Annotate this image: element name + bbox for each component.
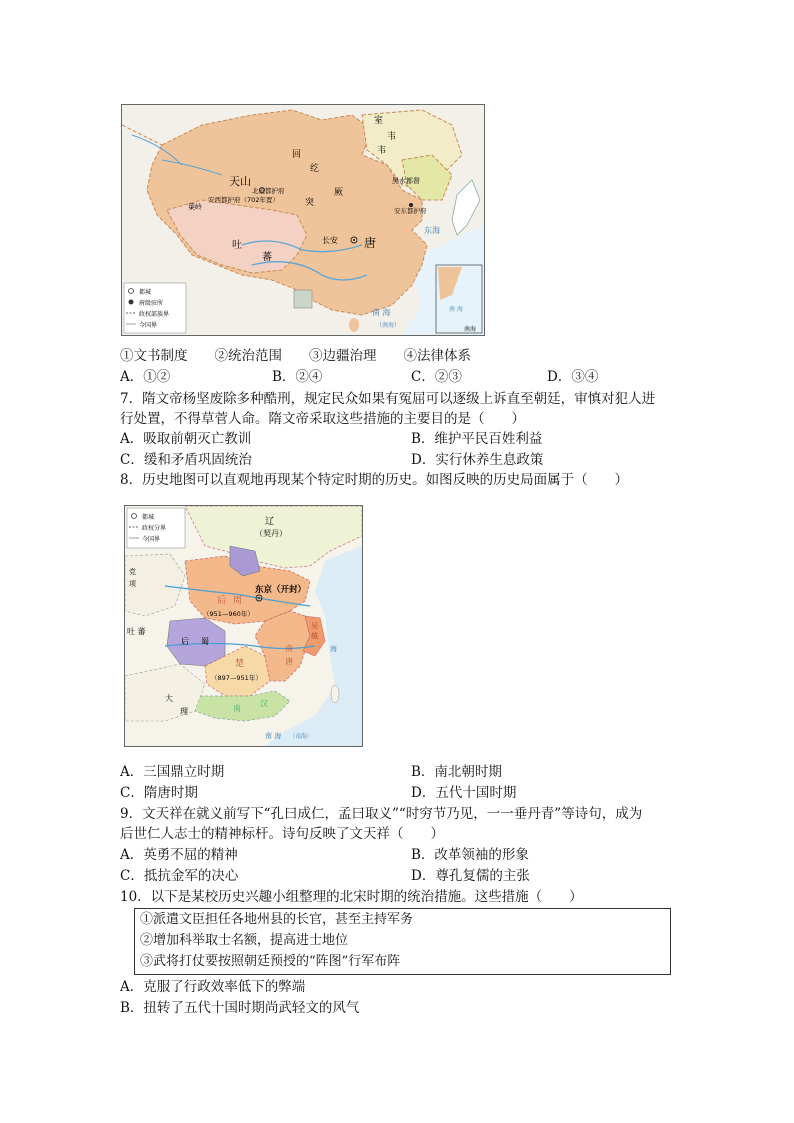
label-wei2: 韦 bbox=[377, 146, 387, 156]
q10-measure-2: ②增加科举取士名额，提高进士地位 bbox=[140, 933, 349, 948]
label-nan: 南 bbox=[285, 644, 293, 653]
label-tian-shan: 天山 bbox=[229, 175, 251, 188]
q8-choice-b[interactable]: B．南北朝时期 bbox=[411, 764, 502, 780]
label-anxi: 安西都护府（702年置） bbox=[208, 196, 279, 204]
q7-choice-c[interactable]: C．缓和矛盾巩固统治 bbox=[120, 452, 252, 468]
label-zhou: 周 bbox=[233, 596, 243, 606]
q9-stem-line2: 后世仁人志士的精神标杆。诗句反映了文天祥（ ） bbox=[120, 826, 444, 842]
label-xiang: 项 bbox=[129, 580, 136, 588]
q9-choice-a[interactable]: A．英勇不屈的精神 bbox=[120, 847, 238, 863]
label-changan: 长安 bbox=[322, 236, 338, 245]
label-da: 大 bbox=[165, 694, 173, 703]
label-li: 理 bbox=[180, 707, 188, 716]
label-hui: 回 bbox=[292, 150, 302, 160]
q9-choice-d[interactable]: D．尊孔复儒的主张 bbox=[411, 868, 530, 884]
label-inset-corner: 南海 bbox=[464, 326, 477, 333]
q10-choice-a[interactable]: A．克服了行政效率低下的弊端 bbox=[120, 979, 306, 995]
label-donghai: 东海 bbox=[424, 226, 440, 235]
q10-measures-box bbox=[134, 908, 671, 975]
q6-choice-b[interactable]: B．②④ bbox=[272, 369, 323, 385]
q8-choice-c[interactable]: C．隋唐时期 bbox=[120, 785, 198, 801]
label-qidan: （契丹） bbox=[255, 529, 287, 538]
label-years2: （897—951年） bbox=[211, 674, 262, 682]
q6-choice-a[interactable]: A．①② bbox=[120, 369, 171, 385]
label-nanhai: 南 海 bbox=[372, 308, 391, 317]
label-hou2: 后 bbox=[181, 637, 189, 646]
q10-choice-b[interactable]: B．扭转了五代十国时期尚武轻文的风气 bbox=[120, 1000, 360, 1016]
label-nanhai-sub: （南海） bbox=[290, 734, 313, 740]
legend-regime-border: 政权分界 bbox=[142, 525, 167, 532]
label-yue: 越 bbox=[311, 632, 318, 640]
label-haixia: 海 bbox=[330, 645, 337, 653]
q7-choice-b[interactable]: B．维护平民百姓利益 bbox=[411, 431, 543, 447]
label-hou: 后 bbox=[217, 596, 227, 606]
q7-stem-line1: 7．隋文帝杨坚废除多种酷刑，规定民众如果有冤屈可以逐级上诉直至朝廷，审慎对犯人进 bbox=[120, 391, 656, 407]
label-tang: 唐 bbox=[285, 657, 293, 666]
label-dang: 党 bbox=[129, 568, 136, 576]
label-tubo1: 吐 bbox=[232, 240, 242, 251]
label-liao: 辽 bbox=[265, 517, 275, 527]
label-wei1: 韦 bbox=[387, 132, 397, 142]
q7-choice-a[interactable]: A．吸取前朝灭亡教训 bbox=[120, 431, 252, 447]
label-nanhai: 南 海 bbox=[265, 732, 282, 740]
label-shi: 室 bbox=[374, 116, 384, 126]
label-shu: 蜀 bbox=[201, 637, 209, 646]
legend-modern-border: 今国界 bbox=[142, 536, 161, 543]
label-tang: 唐 bbox=[364, 236, 377, 250]
q7-stem-line2: 行处置，不得草菅人命。隋文帝采取这些措施的主要目的是（ ） bbox=[120, 411, 525, 427]
q9-stem-line1: 9．文天祥在就义前写下“孔曰成仁，孟曰取义”“时穷节乃见，一一垂丹青”等诗句，成为 bbox=[120, 806, 643, 822]
label-heishui: 黑水都督 bbox=[392, 177, 420, 185]
q6-statements: ①文书制度 ②统治范围 ③边疆治理 ④法律体系 bbox=[120, 348, 471, 364]
five-dynasties-map bbox=[124, 505, 363, 747]
q8-choice-d[interactable]: D．五代十国时期 bbox=[411, 785, 517, 801]
q7-choice-d[interactable]: D．实行休养生息政策 bbox=[411, 452, 544, 468]
label-nanhan1: 南 bbox=[233, 704, 241, 713]
label-nanhan2: 汉 bbox=[260, 699, 268, 708]
q10-measure-1: ①派遣文臣担任各地州县的长官，甚至主持军务 bbox=[140, 912, 414, 927]
label-wu: 吴 bbox=[311, 622, 318, 630]
label-tubo2: 蕃 bbox=[262, 252, 272, 263]
legend-capital: 都城 bbox=[139, 289, 152, 296]
label-nanhai-sub: （南海） bbox=[376, 322, 401, 329]
q8-choice-a[interactable]: A．三国鼎立时期 bbox=[120, 764, 225, 780]
q9-choice-c[interactable]: C．抵抗金军的决心 bbox=[120, 868, 239, 884]
label-tu: 突 bbox=[305, 198, 315, 208]
q9-choice-b[interactable]: B．改革领袖的形象 bbox=[411, 847, 529, 863]
q6-choice-c[interactable]: C．②③ bbox=[411, 369, 462, 385]
legend-regime-border: 政权部族界 bbox=[139, 311, 170, 318]
tang-dynasty-map bbox=[121, 104, 485, 336]
legend-prefecture: 府级驻所 bbox=[139, 300, 164, 307]
q8-stem: 8．历史地图可以直观地再现某个特定时期的历史。如图反映的历史局面属于（ ） bbox=[120, 472, 629, 488]
label-andong: 安东都护府 bbox=[394, 207, 427, 215]
label-years1: （951—960年） bbox=[203, 610, 254, 618]
legend-modern-border: 今国界 bbox=[139, 322, 158, 329]
q6-choice-d[interactable]: D．③④ bbox=[547, 369, 599, 385]
label-suiye: 葉岭 bbox=[188, 203, 202, 211]
label-dongjing: 东京（开封） bbox=[255, 585, 307, 595]
label-jue: 厥 bbox=[334, 188, 344, 198]
legend-capital: 都城 bbox=[142, 514, 155, 521]
label-he: 纥 bbox=[310, 164, 320, 174]
label-chu: 楚 bbox=[235, 659, 245, 669]
label-tubo: 吐 蕃 bbox=[127, 627, 146, 636]
label-inset-nanhai: 南 海 bbox=[449, 306, 463, 313]
q10-measure-3: ③武将打仗要按照朝廷预授的“阵图”行军布阵 bbox=[140, 954, 401, 969]
label-beiting: 北庭都护府 bbox=[252, 187, 285, 195]
q10-stem: 10．以下是某校历史兴趣小组整理的北宋时期的统治措施。这些措施（ ） bbox=[120, 889, 583, 905]
